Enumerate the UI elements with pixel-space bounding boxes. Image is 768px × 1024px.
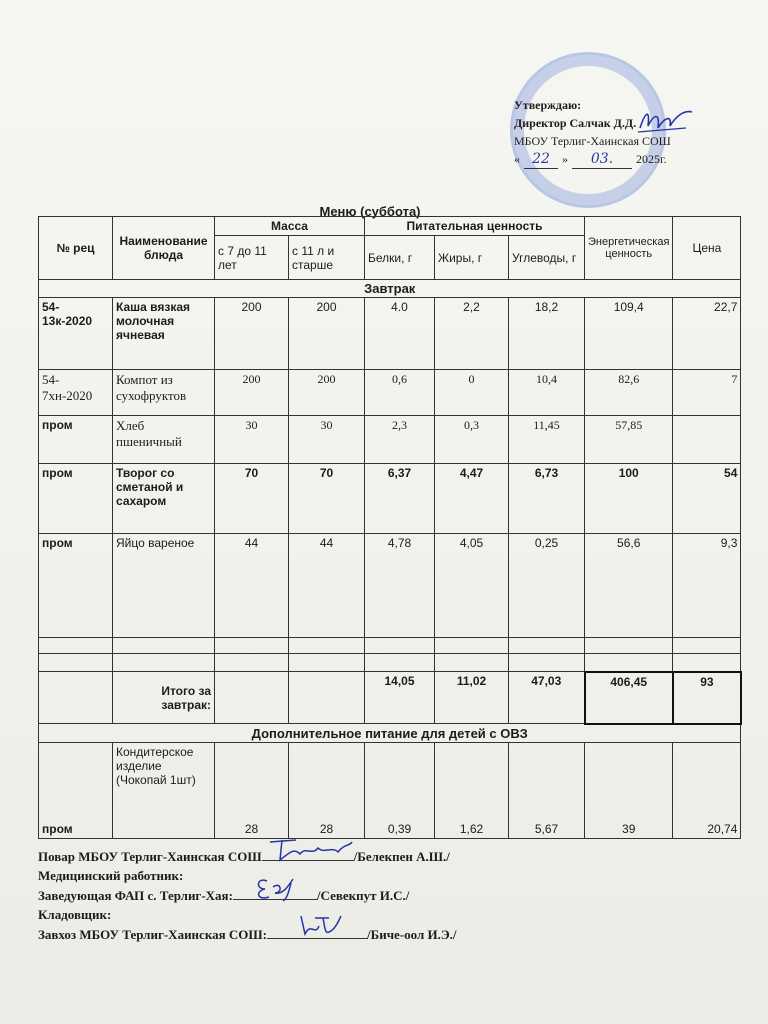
menu-title: Меню (суббота) (319, 204, 421, 219)
rec-code: пром (39, 416, 113, 464)
rec-code: пром (39, 534, 113, 638)
header-row-1 (39, 217, 741, 236)
total-proteins: 14,05 (365, 672, 435, 724)
total-energy: 406,45 (585, 672, 673, 724)
fats: 1,62 (435, 742, 509, 838)
section-breakfast-label: Завтрак (39, 280, 741, 298)
mass-7-11: 30 (215, 416, 289, 464)
mass-7-11: 44 (215, 534, 289, 638)
approval-year: 2025г. (636, 152, 667, 166)
energy: 109,4 (585, 298, 673, 370)
proteins: 6,37 (365, 464, 435, 534)
fats: 4,47 (435, 464, 509, 534)
approval-director: Директор Салчак Д.Д. (514, 116, 637, 130)
table-row (39, 370, 741, 416)
section-extra (39, 724, 741, 743)
medic-label: Медицинский работник: (38, 868, 184, 883)
proteins: 0,39 (365, 742, 435, 838)
header-mass-11-plus: с 11 л и старше (289, 236, 365, 280)
table-row (39, 298, 741, 370)
header-carbs: Углеводы, г (509, 236, 585, 280)
price: 22,7 (673, 298, 741, 370)
supply-name: /Биче-оол И.Э./ (367, 927, 457, 942)
medic-row (38, 866, 738, 885)
mass-7-11: 70 (215, 464, 289, 534)
rec-code: 54-13к-2020 (39, 298, 113, 370)
proteins: 4.0 (365, 298, 435, 370)
section-extra-label: Дополнительное питание для детей с ОВЗ (39, 724, 741, 743)
header-energy: Энергетическая ценность (585, 217, 673, 280)
fats: 4,05 (435, 534, 509, 638)
dish-name: Хлеб пшеничный (113, 416, 215, 464)
dish-name: Компот из сухофруктов (113, 370, 215, 416)
price (673, 416, 741, 464)
approval-day: 22 (524, 150, 558, 169)
proteins: 2,3 (365, 416, 435, 464)
header-fats: Жиры, г (435, 236, 509, 280)
approval-title: Утверждаю: (514, 98, 582, 112)
cook-label: Повар МБОУ Терлиг-Хаинская СОШ (38, 849, 262, 864)
mass-11-plus: 44 (289, 534, 365, 638)
energy: 56,6 (585, 534, 673, 638)
carbs: 11,45 (509, 416, 585, 464)
approval-school: МБОУ Терлиг-Хаинская СОШ (514, 134, 671, 148)
menu-table (38, 216, 742, 839)
mass-11-plus: 70 (289, 464, 365, 534)
section-breakfast (39, 280, 741, 298)
table-row (39, 416, 741, 464)
total-label: Итого за завтрак: (113, 672, 215, 724)
approval-date: « 22 » 03. 2025г. (514, 151, 667, 167)
table-row (39, 742, 741, 838)
storekeeper-row (38, 905, 738, 924)
cook-signature-row (38, 846, 738, 866)
rec-code: пром (39, 464, 113, 534)
mass-11-plus: 30 (289, 416, 365, 464)
mass-7-11: 200 (215, 370, 289, 416)
price: 20,74 (673, 742, 741, 838)
dish-name: Каша вязкая молочная ячневая (113, 298, 215, 370)
proteins: 4,78 (365, 534, 435, 638)
storekeeper-label: Кладовщик: (38, 907, 112, 922)
header-mass-7-11: с 7 до 11 лет (215, 236, 289, 280)
carbs: 6,73 (509, 464, 585, 534)
header-price: Цена (673, 217, 741, 280)
proteins: 0,6 (365, 370, 435, 416)
energy: 39 (585, 742, 673, 838)
header-rec-no: № рец (39, 217, 113, 280)
total-fats: 11,02 (435, 672, 509, 724)
total-price: 93 (673, 672, 741, 724)
header-dish-name: Наименование блюда (113, 217, 215, 280)
mass-7-11: 28 (215, 742, 289, 838)
carbs: 0,25 (509, 534, 585, 638)
carbs: 10,4 (509, 370, 585, 416)
energy: 57,85 (585, 416, 673, 464)
header-nutrition: Питательная ценность (365, 217, 585, 236)
dish-name: Яйцо вареное (113, 534, 215, 638)
mass-11-plus: 200 (289, 298, 365, 370)
table-row (39, 464, 741, 534)
dish-name: Кондитерское изделие (Чокопай 1шт) (113, 742, 215, 838)
mass-11-plus: 200 (289, 370, 365, 416)
cook-signature-icon (266, 834, 356, 864)
energy: 82,6 (585, 370, 673, 416)
approval-month: 03. (572, 150, 632, 169)
carbs: 18,2 (509, 298, 585, 370)
fap-signature-row (38, 885, 738, 905)
fap-signature-icon (237, 873, 317, 903)
price: 7 (673, 370, 741, 416)
supply-label: Завхоз МБОУ Терлиг-Хаинская СОШ: (38, 927, 267, 942)
rec-code: пром (39, 742, 113, 838)
dish-name: Творог со сметаной и сахаром (113, 464, 215, 534)
mass-7-11: 200 (215, 298, 289, 370)
fats: 2,2 (435, 298, 509, 370)
fats: 0,3 (435, 416, 509, 464)
approval-block (514, 96, 744, 169)
carbs: 5,67 (509, 742, 585, 838)
rec-code: 54-7хн-2020 (39, 370, 113, 416)
empty-row (39, 638, 741, 654)
fats: 0 (435, 370, 509, 416)
fap-label: Заведующая ФАП с. Терлиг-Хая: (38, 888, 233, 903)
signatures-block (38, 846, 738, 944)
header-mass: Масса (215, 217, 365, 236)
energy: 100 (585, 464, 673, 534)
table-row (39, 534, 741, 638)
supply-signature-icon (271, 912, 367, 942)
header-proteins: Белки, г (365, 236, 435, 280)
price: 9,3 (673, 534, 741, 638)
fap-name: /Севекпут И.С./ (316, 888, 410, 903)
empty-row (39, 654, 741, 672)
mass-11-plus: 28 (289, 742, 365, 838)
total-carbs: 47,03 (509, 672, 585, 724)
total-row (39, 672, 741, 724)
price: 54 (673, 464, 741, 534)
supply-signature-row (38, 924, 738, 944)
cook-name: /Белекпен А.Ш./ (353, 849, 450, 864)
